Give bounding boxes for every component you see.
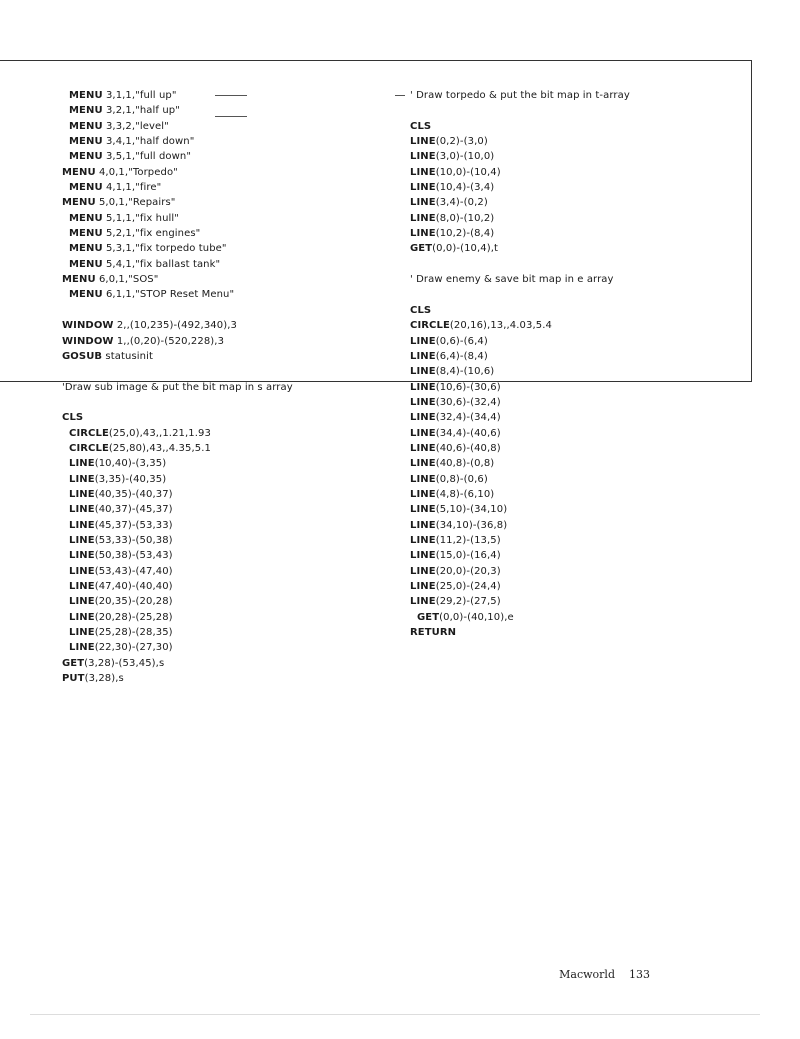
blank-line (410, 103, 740, 118)
code-line (410, 149, 740, 164)
code-keyword: LINE (410, 350, 436, 362)
code-keyword: GET (417, 611, 440, 623)
code-args: (0,8)-(0,6) (435, 473, 488, 485)
code-line (62, 502, 382, 517)
code-line (62, 257, 382, 272)
code-line (410, 334, 740, 349)
code-line (410, 610, 740, 625)
code-args: (30,6)-(32,4) (435, 396, 501, 408)
code-args: (11,2)-(13,5) (435, 534, 501, 546)
code-keyword: LINE (410, 596, 436, 608)
code-args: (0,6)-(6,4) (435, 335, 488, 347)
code-line (410, 364, 740, 379)
code-args: (3,28)-(53,45),s (84, 657, 165, 669)
code-args: (32,4)-(34,4) (435, 412, 501, 424)
code-args: 6,1,1,"STOP Reset Menu" (102, 289, 235, 301)
code-line (62, 625, 382, 640)
code-line (62, 656, 382, 671)
code-line (410, 119, 740, 134)
code-keyword: LINE (69, 565, 95, 577)
code-keyword: CLS (62, 412, 84, 424)
code-line (62, 165, 382, 180)
code-args: (20,28)-(25,28) (94, 611, 173, 623)
code-args: 6,0,1,"SOS" (95, 274, 159, 286)
code-args: (10,4)-(3,4) (435, 182, 495, 194)
code-line (62, 410, 382, 425)
code-line (62, 533, 382, 548)
code-keyword: MENU (69, 90, 103, 101)
code-args: (40,8)-(0,8) (435, 458, 495, 470)
code-args: ' Draw enemy & save bit map in e array (410, 274, 614, 286)
code-args: (3,4)-(0,2) (435, 197, 488, 209)
code-line (410, 226, 740, 241)
code-line (62, 241, 382, 256)
code-args: (5,10)-(34,10) (435, 504, 508, 516)
code-line (410, 380, 740, 395)
code-comment (410, 272, 740, 287)
code-args: (6,4)-(8,4) (435, 350, 488, 362)
code-args: (40,35)-(40,37) (94, 488, 173, 500)
code-keyword: CLS (410, 304, 432, 316)
code-keyword: LINE (410, 166, 436, 178)
code-line (410, 487, 740, 502)
code-keyword: LINE (69, 550, 95, 562)
code-keyword: WINDOW (62, 335, 114, 347)
code-line (62, 88, 382, 103)
code-args: statusinit (102, 350, 153, 362)
code-line (410, 349, 740, 364)
code-keyword: LINE (410, 182, 436, 194)
code-line (410, 211, 740, 226)
code-keyword: CIRCLE (69, 442, 109, 454)
code-line (62, 579, 382, 594)
code-args: (8,4)-(10,6) (435, 366, 495, 378)
code-args: 'Draw sub image & put the bit map in s array (62, 381, 293, 393)
code-keyword: LINE (410, 488, 436, 500)
code-line (410, 303, 740, 318)
blank-line (410, 287, 740, 302)
code-args: (8,0)-(10,2) (435, 212, 495, 224)
code-keyword: RETURN (410, 627, 457, 639)
code-line (62, 119, 382, 134)
code-args: (40,37)-(45,37) (94, 504, 173, 516)
code-line (62, 226, 382, 241)
code-args: 3,4,1,"half down" (102, 136, 195, 148)
code-args: (15,0)-(16,4) (435, 550, 501, 562)
code-line (62, 564, 382, 579)
code-keyword: LINE (69, 642, 95, 654)
code-args: 3,2,1,"half up" (102, 105, 180, 117)
code-args: (53,33)-(50,38) (94, 534, 173, 546)
code-column-left (62, 88, 382, 686)
code-keyword: LINE (410, 151, 436, 163)
code-keyword: LINE (410, 581, 436, 592)
code-line (410, 579, 740, 594)
code-keyword: LINE (410, 136, 436, 148)
code-args: 5,3,1,"fix torpedo tube" (102, 243, 227, 255)
code-args: (20,35)-(20,28) (94, 596, 173, 608)
code-keyword: MENU (69, 182, 103, 194)
code-keyword: MENU (69, 258, 103, 270)
code-keyword: GOSUB (62, 350, 103, 362)
code-args: (47,40)-(40,40) (94, 581, 173, 592)
code-keyword: LINE (410, 366, 436, 378)
code-line (410, 195, 740, 210)
code-args: (25,0)-(24,4) (435, 581, 501, 592)
code-args: (34,10)-(36,8) (435, 519, 508, 531)
code-line (410, 533, 740, 548)
code-line (62, 180, 382, 195)
bottom-rule (30, 1014, 760, 1015)
code-line (62, 594, 382, 609)
code-keyword: MENU (62, 197, 96, 209)
code-keyword: LINE (410, 335, 436, 347)
code-keyword: LINE (410, 381, 436, 393)
code-line (410, 594, 740, 609)
code-keyword: LINE (410, 228, 436, 240)
code-args: (25,28)-(28,35) (94, 627, 173, 639)
code-keyword: PUT (62, 673, 85, 685)
code-line (62, 487, 382, 502)
code-keyword: MENU (69, 151, 103, 163)
code-args: 5,2,1,"fix engines" (102, 228, 201, 240)
code-line (62, 103, 382, 118)
code-keyword: LINE (410, 212, 436, 224)
code-line (410, 502, 740, 517)
code-args: (25,0),43,,1.21,1.93 (108, 427, 211, 439)
code-keyword: LINE (69, 581, 95, 592)
code-line (410, 548, 740, 563)
code-args: (3,0)-(10,0) (435, 151, 495, 163)
code-args: (3,35)-(40,35) (94, 473, 167, 485)
code-args: (40,6)-(40,8) (435, 442, 501, 454)
code-line (410, 395, 740, 410)
code-args: (10,2)-(8,4) (435, 228, 495, 240)
code-keyword: LINE (410, 396, 436, 408)
code-keyword: MENU (69, 289, 103, 301)
code-args: 5,0,1,"Repairs" (95, 197, 176, 209)
code-keyword: MENU (62, 274, 96, 286)
code-keyword: CIRCLE (69, 427, 109, 439)
code-keyword: LINE (410, 458, 436, 470)
code-args: (29,2)-(27,5) (435, 596, 501, 608)
code-keyword: LINE (69, 596, 95, 608)
code-args: 3,1,1,"full up" (102, 90, 177, 101)
code-args: (22,30)-(27,30) (94, 642, 173, 654)
code-keyword: LINE (410, 519, 436, 531)
page-number: 133 (629, 968, 650, 981)
code-keyword: MENU (69, 136, 103, 148)
code-args: (0,0)-(10,4),t (432, 243, 499, 255)
code-line (62, 318, 382, 333)
code-keyword: LINE (69, 534, 95, 546)
code-args: 5,4,1,"fix ballast tank" (102, 258, 221, 270)
code-column-right (410, 88, 740, 640)
margin-mark (395, 95, 405, 96)
blank-line (62, 303, 382, 318)
code-line (62, 287, 382, 302)
code-keyword: LINE (410, 565, 436, 577)
code-line (410, 134, 740, 149)
code-args: 4,0,1,"Torpedo" (95, 166, 178, 178)
code-keyword: MENU (69, 228, 103, 240)
code-keyword: GET (410, 243, 433, 255)
code-keyword: MENU (69, 105, 103, 117)
code-keyword: LINE (410, 534, 436, 546)
code-keyword: LINE (69, 627, 95, 639)
code-args: (25,80),43,,4.35,5.1 (108, 442, 211, 454)
code-keyword: MENU (69, 243, 103, 255)
code-args: (0,0)-(40,10),e (439, 611, 514, 623)
code-keyword: MENU (69, 120, 103, 132)
code-args: 3,5,1,"full down" (102, 151, 192, 163)
code-comment (410, 88, 740, 103)
code-line (410, 426, 740, 441)
code-args: (50,38)-(53,43) (94, 550, 173, 562)
code-comment (62, 380, 382, 395)
blank-line (410, 257, 740, 272)
code-args: 2,,(10,235)-(492,340),3 (113, 320, 237, 332)
code-args: (10,0)-(10,4) (435, 166, 501, 178)
code-keyword: LINE (69, 611, 95, 623)
code-line (62, 349, 382, 364)
code-line (410, 625, 740, 640)
code-line (62, 272, 382, 287)
code-args: (10,40)-(3,35) (94, 458, 167, 470)
code-args: (34,4)-(40,6) (435, 427, 501, 439)
code-line (62, 518, 382, 533)
code-line (62, 426, 382, 441)
code-line (410, 456, 740, 471)
code-keyword: LINE (410, 504, 436, 516)
magazine-name: Macworld (559, 968, 615, 981)
code-line (410, 564, 740, 579)
code-line (62, 456, 382, 471)
code-line (410, 241, 740, 256)
code-keyword: GET (62, 657, 85, 669)
code-args: (20,0)-(20,3) (435, 565, 501, 577)
code-args: 1,,(0,20)-(520,228),3 (113, 335, 225, 347)
code-line (410, 165, 740, 180)
code-line (62, 149, 382, 164)
code-args: (20,16),13,,4.03,5.4 (449, 320, 552, 332)
code-args: (4,8)-(6,10) (435, 488, 495, 500)
code-line (62, 334, 382, 349)
code-line (62, 640, 382, 655)
code-line (410, 441, 740, 456)
code-line (410, 410, 740, 425)
code-keyword: LINE (69, 473, 95, 485)
blank-line (62, 364, 382, 379)
code-keyword: MENU (69, 212, 103, 224)
code-line (62, 472, 382, 487)
code-line (62, 195, 382, 210)
code-line (62, 134, 382, 149)
code-line (62, 548, 382, 563)
code-args: ' Draw torpedo & put the bit map in t-array (410, 90, 630, 101)
code-line (410, 472, 740, 487)
code-line (410, 318, 740, 333)
code-line (410, 180, 740, 195)
code-args: 5,1,1,"fix hull" (102, 212, 180, 224)
code-args: (0,2)-(3,0) (435, 136, 488, 148)
code-keyword: LINE (69, 519, 95, 531)
code-keyword: LINE (410, 473, 436, 485)
code-line (62, 610, 382, 625)
code-args: 4,1,1,"fire" (102, 182, 162, 194)
code-args: (10,6)-(30,6) (435, 381, 501, 393)
code-keyword: CIRCLE (410, 320, 450, 332)
code-keyword: CLS (410, 120, 432, 132)
code-keyword: WINDOW (62, 320, 114, 332)
code-keyword: LINE (410, 197, 436, 209)
code-line (410, 518, 740, 533)
code-keyword: LINE (410, 550, 436, 562)
code-line (62, 441, 382, 456)
code-line (62, 671, 382, 686)
code-keyword: LINE (410, 412, 436, 424)
code-keyword: LINE (410, 427, 436, 439)
code-keyword: LINE (69, 488, 95, 500)
code-args: 3,3,2,"level" (102, 120, 169, 132)
code-args: (3,28),s (84, 673, 124, 685)
code-args: (45,37)-(53,33) (94, 519, 173, 531)
blank-line (62, 395, 382, 410)
code-keyword: LINE (410, 442, 436, 454)
code-args: (53,43)-(47,40) (94, 565, 173, 577)
page-footer (545, 968, 650, 981)
code-keyword: LINE (69, 458, 95, 470)
code-keyword: MENU (62, 166, 96, 178)
code-keyword: LINE (69, 504, 95, 516)
code-line (62, 211, 382, 226)
